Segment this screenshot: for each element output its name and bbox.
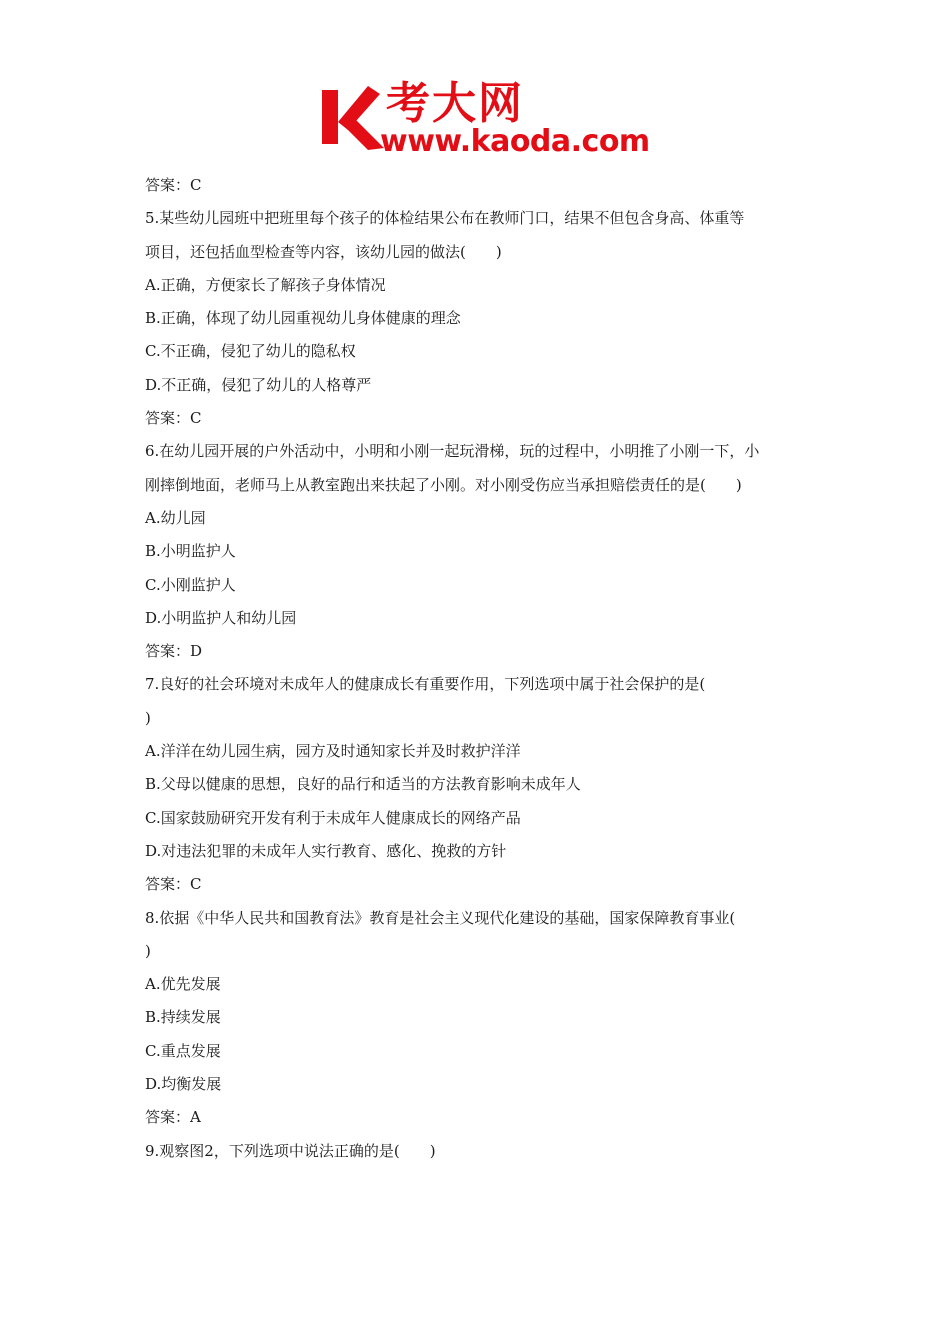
kaoda-logo: [318, 80, 648, 162]
q5-option-d: D.不正确，侵犯了幼儿的人格尊严: [145, 375, 372, 394]
q8-option-a: A.优先发展: [145, 975, 221, 994]
q7-option-c: C.国家鼓励研究开发有利于未成年人健康成长的网络产品: [145, 808, 521, 827]
question-7-line-2: ): [145, 708, 151, 727]
q6-option-b: B.小明监护人: [145, 542, 236, 561]
k-logo-icon: [318, 82, 388, 154]
answer-4: 答案：C: [145, 176, 202, 194]
q7-option-a: A.洋洋在幼儿园生病，园方及时通知家长并及时救护洋洋: [145, 742, 521, 761]
answer-7: 答案：C: [145, 875, 202, 894]
answer-6: 答案：D: [145, 642, 203, 661]
answer-8: 答案：A: [145, 1108, 201, 1127]
q8-option-b: B.持续发展: [145, 1008, 221, 1027]
question-7-line-1: 7.良好的社会环境对未成年人的健康成长有重要作用，下列选项中属于社会保护的是(: [145, 675, 706, 694]
q5-option-b: B.正确，体现了幼儿园重视幼儿身体健康的理念: [145, 309, 461, 328]
q6-option-a: A.幼儿园: [145, 508, 206, 527]
question-8-line-1: 8.依据《中华人民共和国教育法》教育是社会主义现代化建设的基础，国家保障教育事业(: [145, 908, 736, 927]
q6-option-d: D.小明监护人和幼儿园: [145, 608, 297, 627]
q8-option-d: D.均衡发展: [145, 1075, 222, 1094]
document-body: [145, 169, 815, 1168]
logo-url-text: www.kaoda.com: [380, 124, 650, 159]
question-6-line-2: 刚摔倒地面，老师马上从教室跑出来扶起了小刚。对小刚受伤应当承担赔偿责任的是( ): [145, 475, 742, 494]
answer-5: 答案：C: [145, 409, 202, 428]
question-9-line-1: 9.观察图2，下列选项中说法正确的是( ): [145, 1141, 436, 1160]
question-5-line-2: 项目，还包括血型检查等内容，该幼儿园的做法( ): [145, 242, 502, 261]
q6-option-c: C.小刚监护人: [145, 575, 236, 594]
q5-option-a: A.正确，方便家长了解孩子身体情况: [145, 275, 386, 294]
question-6-line-1: 6.在幼儿园开展的户外活动中，小明和小刚一起玩滑梯，玩的过程中，小明推了小刚一下，小: [145, 442, 760, 461]
q5-option-c: C.不正确，侵犯了幼儿的隐私权: [145, 342, 356, 361]
q7-option-d: D.对违法犯罪的未成年人实行教育、感化、挽救的方针: [145, 841, 507, 860]
question-5-line-1: 5.某些幼儿园班中把班里每个孩子的体检结果公布在教师门口，结果不但包含身高、体重等: [145, 209, 745, 228]
q8-option-c: C.重点发展: [145, 1041, 221, 1060]
logo-brand-text: 考大网: [386, 78, 524, 129]
q7-option-b: B.父母以健康的思想，良好的品行和适当的方法教育影响未成年人: [145, 775, 581, 794]
question-8-line-2: ): [145, 941, 151, 960]
